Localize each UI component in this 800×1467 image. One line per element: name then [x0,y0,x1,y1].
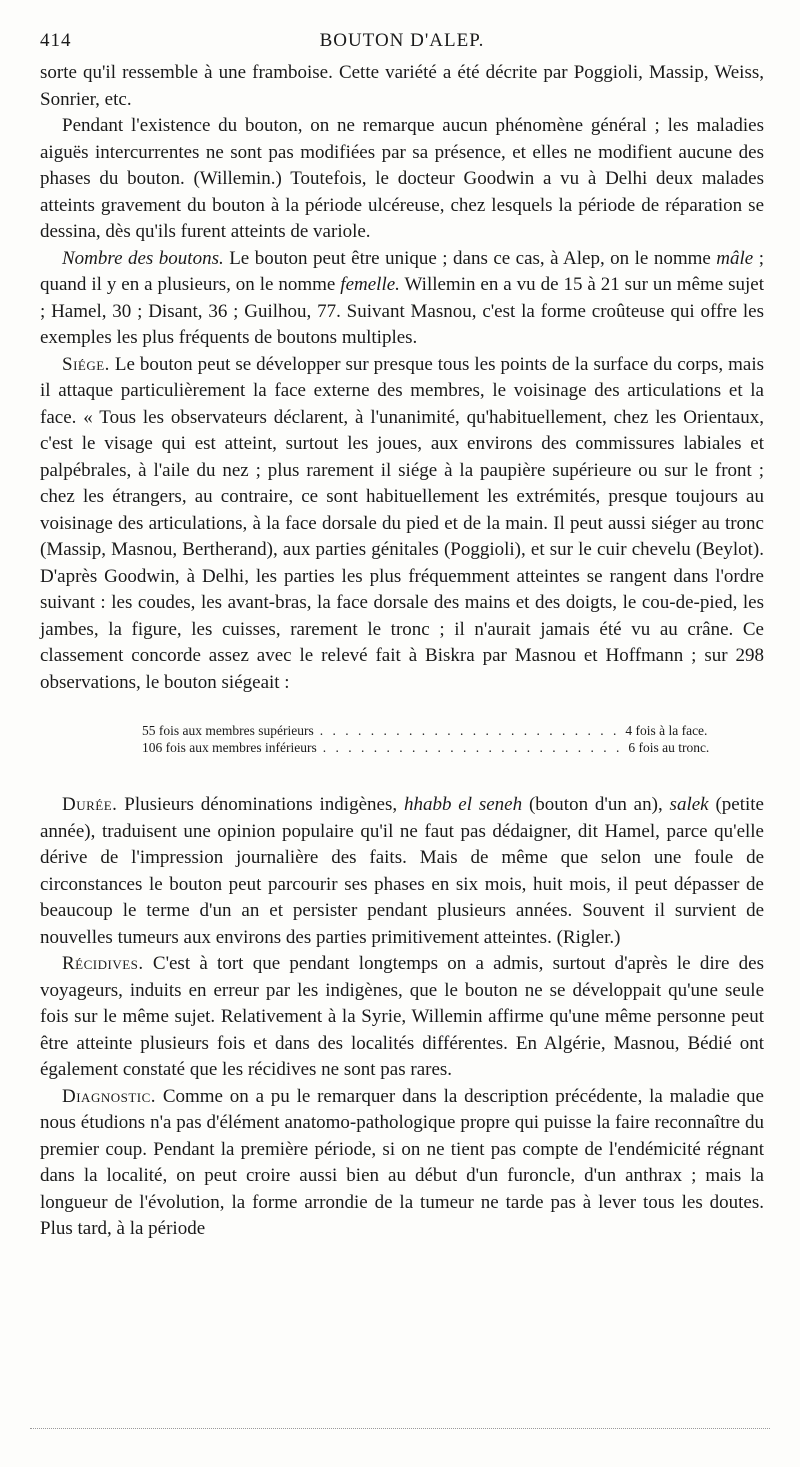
paragraph-recurrences [40,951,764,1084]
running-head [40,30,764,60]
term-salek: salek [669,794,709,815]
paragraph-site [40,352,764,697]
paragraph-text: C'est à tort que pendant longtemps on a admis, surtout d'après le dire des voyageurs, induits en erreur par les indigènes, que le bouton ne se développait qu'une seule fois sur le même sujet. Relativement à la Syrie, Willemin affirme qu'une même personne peut être atteinte plusieurs fois et dans des localités différentes. En Algérie, Masnou, Bédié ont également constaté que les récidives ne sont pas rares. [40,953,764,1080]
section-heading: Siége. [62,353,110,375]
footer-rule [30,1428,770,1429]
section-heading: Récidives. [62,953,144,974]
paragraph-text: Willemin en a vu de 15 à 21 sur un même sujet ; Hamel, 30 ; Disant, 36 ; Guilhou, 77. Suivant Masnou, c'est la forme croûteuse qui offre les exemples les plus fréquents de boutons multiples. [40,274,764,348]
paragraph-duration [40,792,764,951]
paragraph-text: Comme on a pu le remarquer dans la description précédente, la maladie que nous étudions n'a pas d'élément anatomo-pathologique propre qui puisse la faire reconnaître du premier coup. Pendant la première période, si on ne tient pas compte de l'endémicité régnant dans la localité, on peut croire aussi bien au début d'un furoncle, d'un anthrax ; mais la longueur de l'évolution, la forme arrondie de la tumeur ne tarde pas à lever tous les doutes. Plus tard, à la période [40,1085,764,1239]
section-heading: Nombre des boutons. [62,247,224,269]
table-cell-right: 4 fois à la face. [625,723,708,738]
paragraph-text: (petite année), traduisent une opinion populaire qu'il ne faut pas dédaigner, dit Hamel, parce qu'elle dérive de l'impression journalière des faits. Mais de même que selon une foule de circonstances le bouton peut parcourir ses phases en six mois, huit mois, il peut dépasser de beaucoup le terme d'un an et persister pendant plusieurs années. Souvent il survient de nouvelles tumeurs aux environs des parties primitivement atteintes. (Rigler.) [40,794,764,948]
section-heading: Durée. [62,794,118,815]
table-row [142,739,710,756]
leader-dots: . . . . . . . . . . . . . . . . . . . . . . . . [319,723,620,738]
paragraph-text: Le bouton peut être unique ; dans ce cas, à Alep, on le nomme [223,247,717,269]
paragraph-diagnosis [40,1084,764,1243]
term-female: femelle. [340,274,400,295]
paragraph-text: sorte qu'il ressemble à une framboise. Cette variété a été décrite par Poggioli, Massip, Weiss, Sonrier, etc. [40,62,764,110]
term-hhabb-el-seneh: hhabb el seneh [403,794,523,815]
table-cell-left: 106 fois aux membres inférieurs [142,740,317,755]
leader-dots: . . . . . . . . . . . . . . . . . . . . . . . . [322,740,623,755]
paragraph-number-of-boutons [40,246,764,352]
observation-table [40,722,764,756]
section-heading: Diagnostic. [62,1085,157,1107]
paragraph-text: ; quand il y en a plusieurs, on le nomme [40,247,764,295]
paragraph-text: (bouton d'un an), [522,794,670,815]
table-row [142,722,708,739]
term-male: mâle [716,247,754,269]
table-cell-right: 6 fois au tronc. [628,740,710,755]
paragraph-general-phenomena [40,113,764,246]
paragraph-text: Plusieurs dénominations indigènes, [117,794,404,815]
paragraph-continuation [40,60,764,113]
running-title: BOUTON D'ALEP. [319,30,485,51]
page-number: 414 [40,30,72,51]
paragraph-text: Pendant l'existence du bouton, on ne remarque aucun phénomène général ; les maladies aiguës intercurrentes ne sont pas modifiées par sa présence, et elles ne modifient aucune des phases du bouton. (Willemin.) Toutefois, le docteur Goodwin a vu à Delhi deux malades atteints gravement du bouton à la période ulcéreuse, chez lesquels la période de réparation se dessina, dès qu'ils furent atteints de variole. [40,115,764,242]
table-cell-left: 55 fois aux membres supérieurs [142,723,314,738]
paragraph-text: Le bouton peut se développer sur presque tous les points de la surface du corps, mais il attaque particulièrement la face externe des membres, le voisinage des articulations et la face. « Tous les observateurs déclarent, à l'unanimité, qu'habituellement, chez les Orientaux, c'est le visage qui est atteint, surtout les joues, aux environs des commissures labiales et palpébrales, à l'aile du nez ; plus rarement il siége à la paupière supérieure ou sur le front ; chez les étrangers, au contraire, ce sont habituellement les extrémités, presque toujours au voisinage des articulations, à la face dorsale du pied et de la main. Il peut aussi siéger au tronc (Massip, Masnou, Bertherand), aux parties génitales (Poggioli), et sur le cuir chevelu (Beylot). D'après Goodwin, à Delhi, les parties les plus fréquemment atteintes se rangent dans l'ordre suivant : les coudes, les avant-bras, la face dorsale des mains et des doigts, le cou-de-pied, les jambes, la figure, les cuisses, rarement le tronc ; il n'aurait jamais été vu au crâne. Ce classement concorde assez avec le relevé fait à Biskra par Masnou et Hoffmann ; sur 298 observations, le bouton siégeait : [40,353,764,693]
